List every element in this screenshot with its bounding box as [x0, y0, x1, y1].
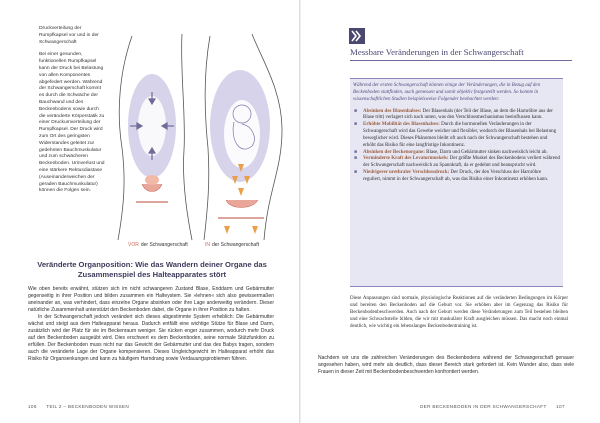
pregnancy-pressure-illustration	[112, 30, 288, 242]
figure-label-before	[128, 242, 188, 248]
list-item-text: Durch die hormonellen Veränderungen in der Schwangerschaft wird das Gewebe weicher und flexibler, wodurch der Blasenhals bei Belastung beweglicher wird. Dieses Phänomen bleibt oft auch nach der Schwangerschaft bestehen und erhöht das Risiko für eine langfristige Inkontinenz.	[363, 122, 557, 148]
list-item	[363, 170, 560, 184]
figure-label-before-accent: VOR	[128, 242, 139, 248]
list-item-term: Absinken der Beckenorgane:	[363, 149, 425, 155]
box-heading: Messbare Veränderungen in der Schwangerschaft	[350, 47, 524, 57]
right-running-title: DER BECKENBODEN IN DER SCHWANGERSCHAFT	[420, 404, 547, 409]
figure-label-during-accent: IN	[205, 242, 210, 248]
right-paragraph-2: Nachdem wir uns die zahlreichen Veränderungen des Beckenbodens während der Schwangerschaft genauer angesehen haben, wird mehr als deutlich, dass dieser Bereich stark gefordert ist. Kein Wunder also, dass viele Frauen in dieser Zeit mit Beckenbodenbeschwerden konfrontiert werden.	[318, 355, 574, 375]
right-page-number: 107	[556, 404, 565, 409]
right-body-text-2	[318, 355, 574, 376]
right-paragraph-1: Diese Anpassungen sind normale, physiologische Reaktionen auf die veränderten Bedingungen im Körper und bereiten den Beckenboden auf die Geburt vor. Sie erhöhen aber im Gegenzug das Risiko für Beckenbodenbeschwerden. Auch nach der Geburt werden diese Veränderungen zum Teil bestehen bleiben und eine Schwachstelle bilden, die wir mit muskulärer Kraft ausgleichen müssen. Das macht noch einmal deutlich, wie wichtig ein lebenslanges Beckenbodentraining ist.	[350, 296, 568, 329]
left-footer	[28, 404, 129, 409]
figure-label-during	[205, 242, 259, 248]
list-item-text: Der Druck, der den Verschluss der Harnröhre reguliert, nimmt in der Schwangerschaft ab, was das Risiko einer Inkontinenz erhöhen kann.	[363, 170, 549, 182]
left-paragraph-1: Wie oben bereits erwähnt, stützen sich im nicht schwangeren Zustand Blase, Enddarm und Gebärmutter gegenseitig in ihrer Position und bilden zusammen ein Halteystem. Sie »lehnen« sich also gewissermaßen aneinander an, was verhindert, dass einzelne Organe absinken oder ihre Lage anderweitig verändern. Dieser natürliche Zusammenhalt unterstützt den Beckenboden dabei, die Organe in ihrer Position zu halten.	[28, 286, 274, 313]
right-body-text	[350, 296, 568, 331]
list-item	[363, 122, 560, 149]
left-page-number: 106	[28, 404, 37, 409]
figure-description: Bei einer gesunden, funktionellen Rumpfkapsel kann der Druck bei Belastung von allen Komponenten abgefedert werden. Während der Schwangerschaft kommt es durch die Schwäche der Bauchwand und des Beckenbodens sowie durch die veränderte Körperstatik zu einer Druckumverteilung der Rumpfkapsel. Der Druck wird zum Ort des geringsten Widerstandes geleitet zur gedehnten Bauchmuskulatur und zum schwächeren Beckenboden. Urinverlust und eine stärkere Rektusdiastase (Auseinanderweichen der geraden Bauchmuskulatur) können die Folgen sein.	[39, 52, 105, 194]
info-box-intro: Während der ersten Schwangerschaft können einige der Veränderungen, die in Bezug auf den Beckenboden stattfinden, auch gemessen und somit objektiv festgestellt werden. So konnte in wissenschaftlichen Studien beispielsweise Folgender beobachtet werden:	[353, 83, 541, 102]
figure-label-before-text: der Schwangerschaft	[140, 242, 188, 248]
list-item-term: Niedrigerer urethraler Verschlussdruck:	[363, 170, 450, 176]
list-item-text: Blase, Darm und Gebärmutter sinken nachweislich leicht ab.	[424, 149, 548, 155]
left-body-text	[28, 286, 274, 362]
list-item-term: Verminderte Kraft des Levatormuskels:	[363, 156, 449, 162]
heading-rule	[350, 60, 572, 61]
right-footer	[420, 404, 565, 409]
figure-label-during-text: der Schwangerschaft	[212, 242, 259, 248]
list-item	[363, 150, 560, 157]
left-running-title: TEIL 2 – BECKENBODEN WISSEN	[46, 404, 130, 409]
list-item-term: Absinken des Blasenhalses:	[363, 108, 422, 114]
left-paragraph-2: In der Schwangerschaft jedoch verändert sich dieses abgestimmte System erheblich: Die Gebärmutter wächst und steigt aus dem Halteapparat heraus. Dadurch entfällt eine wichtige Stütze für Blase und Darm, zusätzlich wird der Platz für sie im Beckenraum weniger. Sie rücken enger zusammen, wodurch mehr Druck auf den Beckenboden ausgeübt wird. Dies erschwert es dem Beckenboden, seine normale Stützfunktion zu erfüllen. Der Beckenboden muss nicht nur das Gewicht der Gebärmutter und das des Babys tragen, sondern auch die veränderte Lage der Organe kompensieren. Dieses Ungleichgewicht im Halteapparat erhöht das Risiko für Organsenkungen und kann zu häufigem Harndrang sowie Verdauungsproblemen führen.	[28, 313, 274, 362]
chevron-right-icon	[349, 28, 365, 44]
list-item-term: Erhöhte Mobilität des Blasenhalses:	[363, 122, 440, 128]
left-page	[0, 0, 299, 423]
list-item-text: Der größte Muskel des Beckenbodens verliert während der Schwangerschaft nachweislich an Spannkraft, da er gedehnt und beansprucht wird.	[363, 156, 560, 169]
figure-caption: Druckverteilung der Rumpfkapsel vor und in der Schwangerschaft	[39, 26, 99, 45]
figure-sidebar	[39, 26, 105, 195]
list-item	[363, 156, 560, 170]
list-item	[363, 109, 560, 123]
info-box-list	[353, 109, 560, 184]
list-item-text: Der Blasenhals (der Teil der Blase, an dem die Harnröhre aus der Blase tritt) verlagert sich nach unten, was den Verschlussmechanismus beeinflussen kann.	[363, 108, 553, 121]
info-box	[350, 78, 563, 287]
section-subheading: Veränderte Organposition: Wie das Wandern deiner Organe das Zusammenspiel des Halteapparates stört	[37, 260, 267, 279]
